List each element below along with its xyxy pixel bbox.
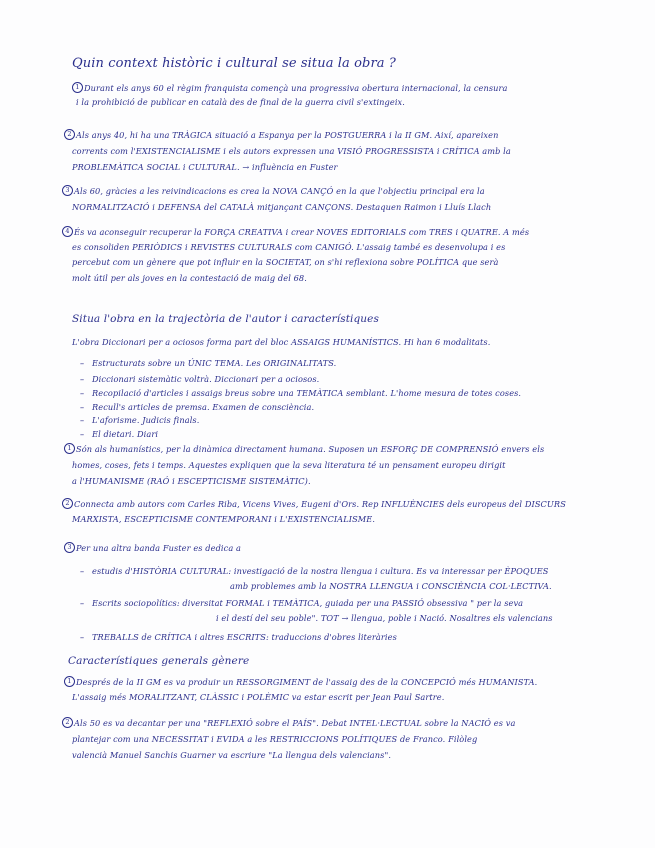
text-line: valencià Manuel Sanchis Guarner va escriure "La llengua dels valencians". (72, 750, 392, 760)
text-line: L'obra Diccionari per a ociosos forma part del bloc ASSAIGS HUMANÍSTICS. Hi han 6 modalitats. (72, 337, 491, 347)
list-item: L'aforisme. Judicis finals. (92, 415, 200, 425)
text-line: Als 50 es va decantar per una "REFLEXIÓ sobre el PAÍS". Debat INTEL·LECTUAL sobre la NACIÓ es va (74, 718, 516, 728)
text-line: a l'HUMANISME (RAÓ i ESCEPTICISME SISTEMÀTIC). (72, 476, 311, 486)
list-item: Diccionari sistemàtic voltrà. Diccionari per a ociosos. (92, 374, 320, 384)
list-bullet: – (80, 415, 85, 425)
list-bullet: – (80, 566, 85, 576)
text-line: percebut com un gènere que pot influir en la SOCIETAT, on s'hi reflexiona sobre POLÍTICA que serà (72, 257, 499, 267)
item-number: 2 (62, 498, 73, 509)
list-item: Estructurats sobre un ÚNIC TEMA. Les ORIGINALITATS. (92, 358, 337, 368)
item-number: 3 (62, 185, 73, 196)
text-line: L'assaig més MORALITZANT, CLÀSSIC i POLÈMIC va estar escrit per Jean Paul Sartre. (72, 692, 445, 702)
section-heading: Situa l'obra en la trajectòria de l'autor i característiques (72, 313, 379, 325)
list-bullet: – (80, 429, 85, 439)
item-number: 1 (64, 676, 75, 687)
list-bullet: – (80, 632, 85, 642)
text-line: És va aconseguir recuperar la FORÇA CREATIVA i crear NOVES EDITORIALS com TRES i QUATRE. A més (74, 227, 530, 237)
text-line: Després de la II GM es va produir un RESSORGIMENT de l'assaig des de la CONCEPCIÓ més HUMANISTA. (76, 677, 538, 687)
item-number: 2 (62, 717, 73, 728)
text-line: es consoliden PERIÒDICS i REVISTES CULTURALS com CANIGÓ. L'assaig també es desenvolupa i es (72, 242, 506, 252)
list-item: estudis d'HISTÒRIA CULTURAL: investigació de la nostra llengua i cultura. Es va interessar per ÈPOQUES (92, 566, 549, 576)
page-title: Quin context històric i cultural se situa la obra ? (72, 56, 396, 71)
list-item: Escrits sociopolítics: diversitat FORMAL i TEMÀTICA, guiada per una PASSIÓ obsessiva " per la seva (92, 598, 524, 608)
item-number: 4 (62, 226, 73, 237)
list-item: El dietari. Diari (92, 429, 159, 439)
list-item: i el destí del seu poble". TOT → llengua, poble i Nació. Nosaltres els valencians (216, 613, 553, 623)
item-number: 1 (64, 443, 75, 454)
list-bullet: – (80, 402, 85, 412)
list-item: amb problemes amb la NOSTRA LLENGUA i CONSCIÈNCIA COL·LECTIVA. (230, 581, 552, 591)
list-bullet: – (80, 358, 85, 368)
text-line: Per una altra banda Fuster es dedica a (76, 543, 241, 553)
text-line: Durant els anys 60 el règim franquista començà una progressiva obertura internacional, la censura (84, 83, 508, 93)
text-line: Són als humanístics, per la dinàmica directament humana. Suposen un ESFORÇ DE COMPRENSIÓ envers els (76, 444, 545, 454)
text-line: molt útil per als joves en la contestació de maig del 68. (72, 273, 307, 283)
item-number: 3 (64, 542, 75, 553)
text-line: NORMALITZACIÓ i DEFENSA del CATALÀ mitjançant CANÇONS. Destaquen Raimon i Lluís Llach (72, 202, 492, 212)
list-bullet: – (80, 388, 85, 398)
list-item: Recull's articles de premsa. Examen de consciència. (92, 402, 315, 412)
text-line: Connecta amb autors com Carles Riba, Vicens Vives, Eugeni d'Ors. Rep INFLUÈNCIES dels europeus del DISCURS (74, 499, 566, 509)
section-heading: Característiques generals gènere (68, 655, 250, 667)
list-bullet: – (80, 598, 85, 608)
text-line: Als anys 40, hi ha una TRÀGICA situació a Espanya per la POSTGUERRA i la II GM. Així, apareixen (76, 130, 499, 140)
list-bullet: – (80, 374, 85, 384)
text-line: MARXISTA, ESCEPTICISME CONTEMPORANI i L'EXISTENCIALISME. (72, 514, 376, 524)
text-line: corrents com l'EXISTENCIALISME i els autors expressen una VISIÓ PROGRESSISTA i CRÍTICA amb la (72, 146, 511, 156)
item-number: 2 (64, 129, 75, 140)
text-line: homes, coses, fets i temps. Aquestes expliquen que la seva literatura té un pensament europeu dirigit (72, 460, 506, 470)
text-line: i la prohibició de publicar en català des de final de la guerra civil s'extingeix. (76, 97, 405, 107)
text-line: PROBLEMÀTICA SOCIAL i CULTURAL. → influència en Fuster (72, 162, 338, 172)
text-line: Als 60, gràcies a les reivindicacions es crea la NOVA CANÇÓ en la que l'objectiu principal era la (74, 186, 485, 196)
item-number: 1 (72, 82, 83, 93)
list-item: Recopilació d'articles i assaigs breus sobre una TEMÀTICA semblant. L'home mesura de totes coses. (92, 388, 522, 398)
list-item: TREBALLS de CRÍTICA i altres ESCRITS: traduccions d'obres literàries (92, 632, 397, 642)
text-line: plantejar com una NECESSITAT i EVIDA a les RESTRICCIONS POLÍTIQUES de Franco. Filòleg (72, 734, 478, 744)
